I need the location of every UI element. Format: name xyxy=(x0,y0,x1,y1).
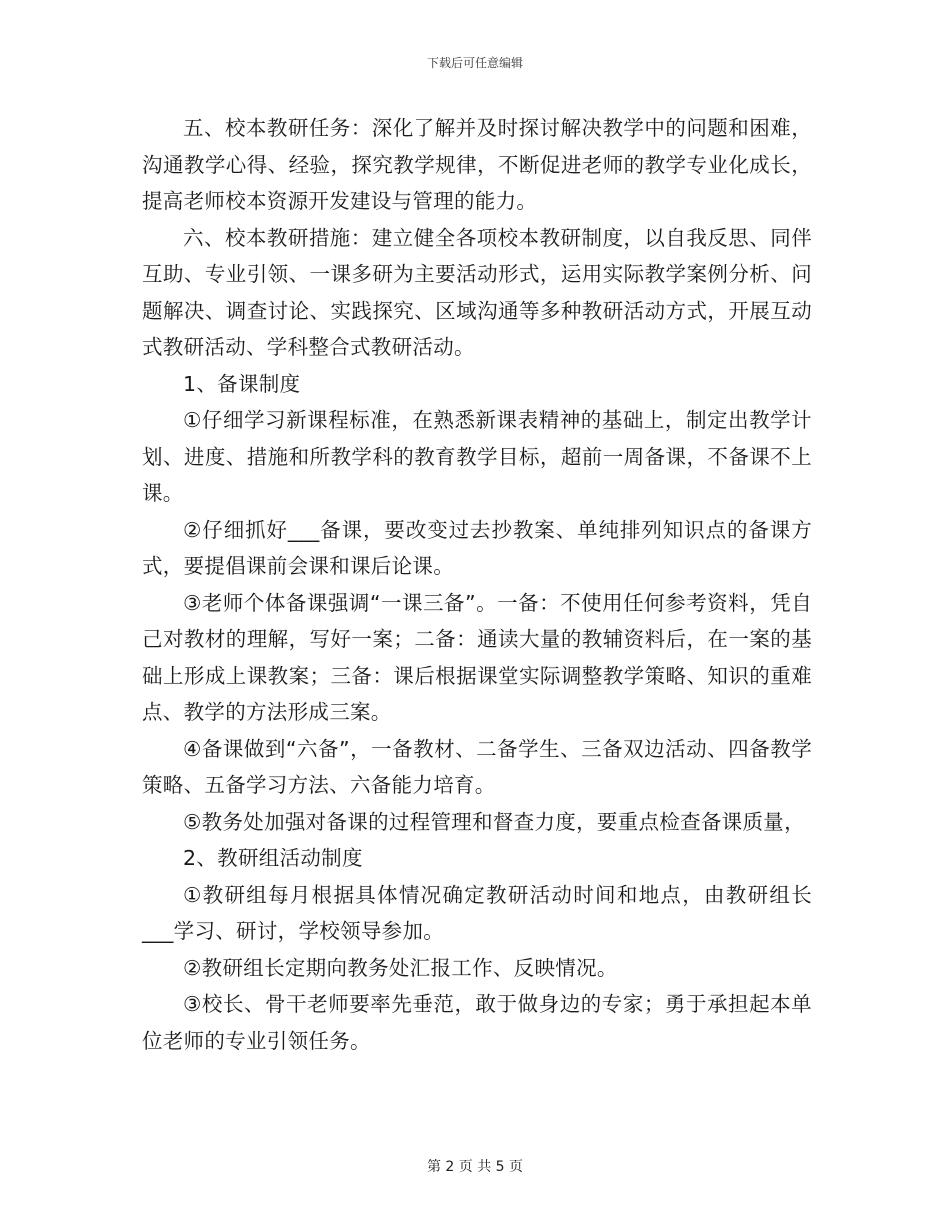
list-item-research-group-1: ①教研组每月根据具体情况确定教研活动时间和地点，由教研组长___学习、研讨，学校领导参加。 xyxy=(142,882,812,943)
list-item-lesson-prep-3: ③老师个体备课强调“一课三备”。一备：不使用任何参考资料，凭自己对教材的理解，写好一案；二备：通读大量的教辅资料后，在一案的基础上形成上课教案；三备：课后根据课堂实际调整教学策略、知识的重难点、教学的方法形成三案。 xyxy=(142,590,812,724)
list-item-lesson-prep-1: ①仔细学习新课程标准，在熟悉新课表精神的基础上，制定出教学计划、进度、措施和所教学科的教育教学目标，超前一周备课，不备课不上课。 xyxy=(142,408,812,505)
paragraph-school-research-tasks: 五、校本教研任务：深化了解并及时探讨解决教学中的问题和困难，沟通教学心得、经验，探究教学规律，不断促进老师的教学专业化成长，提高老师校本资源开发建设与管理的能力。 xyxy=(142,116,812,213)
list-item-research-group-3: ③校长、骨干老师要率先垂范，敢于做身边的专家；勇于承担起本单位老师的专业引领任务。 xyxy=(142,992,812,1053)
list-item-lesson-prep-5: ⑤教务处加强对备课的过程管理和督查力度，要重点检查备课质量， xyxy=(183,809,805,834)
page-header: 下载后可任意编辑 xyxy=(426,56,523,70)
list-item-lesson-prep-4: ④备课做到“六备”，一备教材、二备学生、三备双边活动、四备教学策略、五备学习方法、六备能力培育。 xyxy=(142,736,812,797)
page-number: 第 2 页 共 5 页 xyxy=(426,1159,524,1175)
paragraph-school-research-measures: 六、校本教研措施：建立健全各项校本教研制度，以自我反思、同伴互助、专业引领、一课多研为主要活动形式，运用实际教学案例分析、问题解决、调查讨论、实践探究、区域沟通等多种教研活动方式，开展互动式教研活动、学科整合式教研活动。 xyxy=(142,225,812,359)
section-heading-research-group: 2、教研组活动制度 xyxy=(183,846,363,870)
list-item-lesson-prep-2: ②仔细抓好___备课，要改变过去抄教案、单纯排列知识点的备课方式，要提倡课前会课和课后论课。 xyxy=(142,517,812,578)
section-heading-lesson-prep: 1、备课制度 xyxy=(183,371,301,396)
document-body xyxy=(142,110,812,1059)
list-item-research-group-2: ②教研组长定期向教务处汇报工作、反映情况。 xyxy=(183,955,618,980)
